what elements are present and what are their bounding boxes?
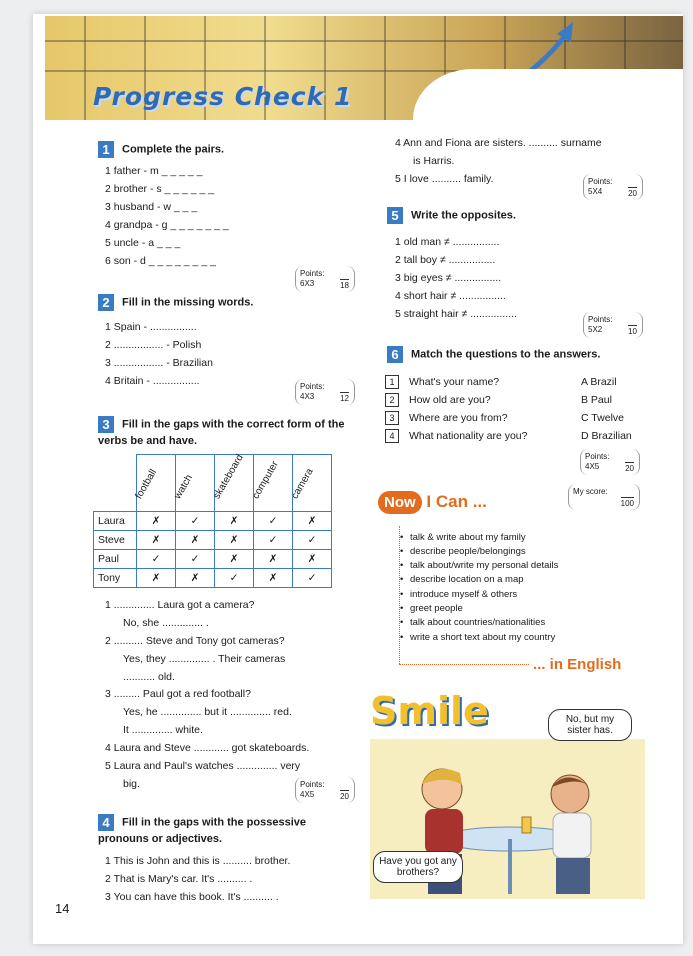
s4-item-4b: is Harris. xyxy=(413,155,455,167)
section-6-badge: 6 xyxy=(387,346,403,363)
col-header: watch xyxy=(176,455,215,512)
can-item-1: • talk & write about my family xyxy=(410,532,526,544)
table-row: Paul ✓ ✓ ✗ ✗ ✗ xyxy=(94,550,332,569)
now-i-can-heading: Now I Can ... xyxy=(378,491,487,514)
s5-item-2: 2 tall boy ≠ ................ xyxy=(395,254,496,266)
section-1-title: Complete the pairs. xyxy=(122,143,225,156)
s6-answer-c: C Twelve xyxy=(581,412,624,424)
s6-answer-b: B Paul xyxy=(581,394,612,406)
table-row: Steve ✗ ✗ ✗ ✓ ✓ xyxy=(94,531,332,550)
s4-item-1: 1 This is John and this is .......... brother. xyxy=(105,855,291,867)
section-1-heading xyxy=(98,141,224,158)
s3-item-4: 4 Laura and Steve ............ got skateboards. xyxy=(105,742,310,754)
section-2-title: Fill in the missing words. xyxy=(122,296,254,309)
s1-points: Points: 6X3 18 xyxy=(295,266,355,292)
s1-item-3: 3 husband - w _ _ _ xyxy=(105,201,198,213)
s5-item-1: 1 old man ≠ ................ xyxy=(395,236,500,248)
can-item-4: • describe location on a map xyxy=(410,574,524,586)
section-3-heading xyxy=(98,416,348,449)
possessions-table xyxy=(93,454,332,588)
section-5-title: Write the opposites. xyxy=(411,209,516,222)
now-divider xyxy=(399,664,529,665)
s3-item-5b: big. xyxy=(123,778,140,790)
speech-bubble-left: Have you got any brothers? xyxy=(373,851,463,883)
col-header: skateboard xyxy=(215,455,254,512)
s3-item-1: 1 .............. Laura got a camera? xyxy=(105,599,255,611)
can-item-7: • talk about countries/nationalities xyxy=(410,617,545,629)
section-1-badge: 1 xyxy=(98,141,114,158)
section-5-heading xyxy=(387,207,516,224)
s1-item-6: 6 son - d _ _ _ _ _ _ _ _ xyxy=(105,255,216,267)
s4-item-5: 5 I love .......... family. xyxy=(395,173,494,185)
s3-item-3: 3 ......... Paul got a red football? xyxy=(105,688,251,700)
s2-item-2: 2 ................. - Polish xyxy=(105,339,202,351)
can-item-5: • introduce myself & others xyxy=(410,589,517,601)
section-3-title: Fill in the gaps with the correct form of the verbs be and have. xyxy=(98,418,345,447)
section-4-title: Fill in the gaps with the possessive pronouns or adjectives. xyxy=(98,816,306,845)
worksheet-page xyxy=(33,14,683,944)
page-title: Progress Check 1 xyxy=(93,82,353,111)
s2-item-3: 3 ................. - Brazilian xyxy=(105,357,213,369)
col-header: computer xyxy=(254,455,293,512)
col-header: football xyxy=(137,455,176,512)
s4-item-3: 3 You can have this book. It's .......... . xyxy=(105,891,279,903)
s2-item-1: 1 Spain - ................ xyxy=(105,321,197,333)
smile-logo: Smile xyxy=(370,689,489,733)
col-header: camera xyxy=(293,455,332,512)
s2-item-4: 4 Britain - ................ xyxy=(105,375,200,387)
section-6-title: Match the questions to the answers. xyxy=(411,348,601,361)
s3-item-3c: It .............. white. xyxy=(123,724,203,736)
table-header-row xyxy=(94,455,332,512)
s6-points: Points: 4X5 20 xyxy=(580,449,640,475)
s3-item-2b: Yes, they .............. . Their cameras xyxy=(123,653,286,665)
my-score: My score: 100 xyxy=(568,484,640,510)
s3-item-3b: Yes, he .............. but it .............. red. xyxy=(123,706,292,718)
s6-question-1: 1 What's your name? xyxy=(385,375,499,389)
section-5-badge: 5 xyxy=(387,207,403,224)
s4-points: Points: 5X4 20 xyxy=(583,174,643,200)
section-2-heading xyxy=(98,294,253,311)
s3-points: Points: 4X5 20 xyxy=(295,777,355,803)
s1-item-2: 2 brother - s _ _ _ _ _ _ xyxy=(105,183,215,195)
section-4-badge: 4 xyxy=(98,814,114,831)
s1-item-4: 4 grandpa - g _ _ _ _ _ _ _ xyxy=(105,219,229,231)
s5-item-5: 5 straight hair ≠ ................ xyxy=(395,308,517,320)
s3-item-2c: ........... old. xyxy=(123,671,175,683)
can-item-8: • write a short text about my country xyxy=(410,632,555,644)
s6-question-4: 4 What nationality are you? xyxy=(385,429,527,443)
s6-question-2: 2 How old are you? xyxy=(385,393,491,407)
s1-item-1: 1 father - m _ _ _ _ _ xyxy=(105,165,203,177)
can-item-3: • talk about/write my personal details xyxy=(410,560,558,572)
table-row: Laura ✗ ✓ ✗ ✓ ✗ xyxy=(94,512,332,531)
s5-item-4: 4 short hair ≠ ................ xyxy=(395,290,506,302)
banner-fold xyxy=(413,69,683,129)
section-6-heading xyxy=(387,346,600,363)
s5-points: Points: 5X2 10 xyxy=(583,312,643,338)
s4-item-2: 2 That is Mary's car. It's .......... . xyxy=(105,873,253,885)
s5-item-3: 3 big eyes ≠ ................ xyxy=(395,272,502,284)
speech-bubble-right: No, but my sister has. xyxy=(548,709,632,741)
s6-answer-a: A Brazil xyxy=(581,376,617,388)
smile-cartoon xyxy=(370,689,645,899)
section-2-badge: 2 xyxy=(98,294,114,311)
page-number: 14 xyxy=(55,901,70,916)
s3-item-2: 2 .......... Steve and Tony got cameras? xyxy=(105,635,285,647)
in-english-label: ... in English xyxy=(533,656,622,673)
s6-question-3: 3 Where are you from? xyxy=(385,411,508,425)
s2-points: Points: 4X3 12 xyxy=(295,379,355,405)
s3-item-1b: No, she .............. . xyxy=(123,617,209,629)
can-item-6: • greet people xyxy=(410,603,463,615)
s3-item-5: 5 Laura and Paul's watches .............. very xyxy=(105,760,301,772)
section-4-heading xyxy=(98,814,348,847)
table-row: Tony ✗ ✗ ✓ ✗ ✓ xyxy=(94,569,332,588)
s4-item-4: 4 Ann and Fiona are sisters. .......... surname xyxy=(395,137,602,149)
can-item-2: • describe people/belongings xyxy=(410,546,526,558)
section-3-badge: 3 xyxy=(98,416,114,433)
s1-item-5: 5 uncle - a _ _ _ xyxy=(105,237,181,249)
s6-answer-d: D Brazilian xyxy=(581,430,632,442)
